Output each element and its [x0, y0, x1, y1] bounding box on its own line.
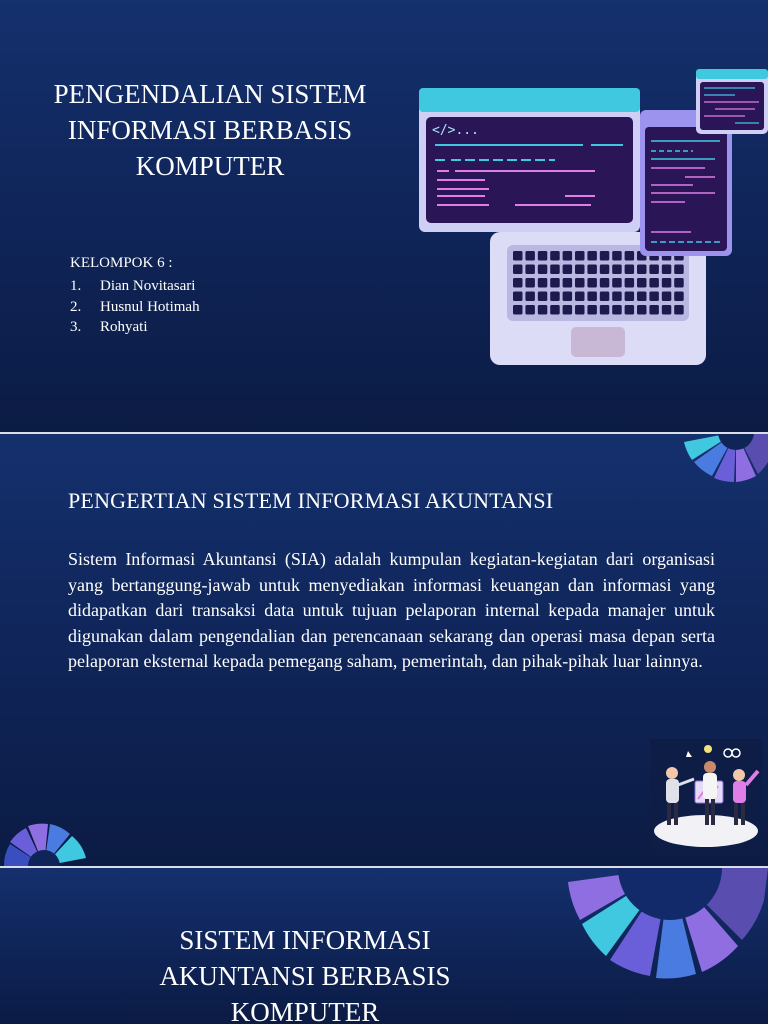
- member-item: 2. Husnul Hotimah: [70, 297, 200, 318]
- keyboard-key: [538, 251, 548, 261]
- keyboard-key: [563, 305, 573, 315]
- keyboard-key: [600, 305, 610, 315]
- keyboard-key: [600, 251, 610, 261]
- keyboard-key: [513, 278, 523, 288]
- keyboard-key: [612, 292, 622, 302]
- keyboard-key: [563, 265, 573, 275]
- keyboard-key: [674, 305, 684, 315]
- keyboard-key: [649, 305, 659, 315]
- team-people-illustration: [650, 739, 762, 855]
- keyboard-key: [649, 278, 659, 288]
- keyboard-key: [538, 265, 548, 275]
- member-name: Husnul Hotimah: [100, 298, 200, 315]
- slide-definition: [0, 434, 768, 866]
- keyboard-key: [637, 278, 647, 288]
- keyboard-key: [674, 292, 684, 302]
- member-list: [70, 276, 200, 338]
- keyboard-key: [538, 305, 548, 315]
- keyboard-key: [563, 278, 573, 288]
- keyboard-key: [550, 251, 560, 261]
- keyboard-key: [637, 292, 647, 302]
- keyboard-key: [674, 265, 684, 275]
- keyboard-key: [538, 278, 548, 288]
- keyboard-key: [600, 278, 610, 288]
- laptop-code-illustration: [415, 65, 768, 370]
- keyboard-key: [550, 292, 560, 302]
- member-name: Rohyati: [100, 319, 148, 335]
- keyboard-key: [575, 265, 585, 275]
- keyboard-key: [525, 278, 535, 288]
- keyboard-key: [612, 305, 622, 315]
- keyboard-key: [662, 292, 672, 302]
- keyboard-key: [625, 265, 635, 275]
- keyboard-key: [662, 265, 672, 275]
- keyboard-key: [649, 265, 659, 275]
- keyboard-key: [600, 292, 610, 302]
- keyboard-key: [525, 265, 535, 275]
- keyboard-key: [600, 265, 610, 275]
- keyboard-key: [625, 305, 635, 315]
- keyboard-key: [612, 265, 622, 275]
- section-heading: PENGERTIAN SISTEM INFORMASI AKUNTANSI: [68, 488, 554, 513]
- keyboard-key: [587, 305, 597, 315]
- decorative-fan-shape: [672, 434, 768, 482]
- keyboard-key: [662, 278, 672, 288]
- section-title: SISTEM INFORMASI AKUNTANSI BERBASIS KOMPUTER: [159, 925, 451, 1024]
- keyboard-key: [513, 251, 523, 261]
- keyboard-key: [513, 305, 523, 315]
- keyboard-key: [513, 265, 523, 275]
- keyboard-key: [637, 305, 647, 315]
- keyboard-key: [625, 292, 635, 302]
- member-name: Dian Novitasari: [100, 278, 196, 294]
- keyboard-key: [612, 251, 622, 261]
- keyboard-key: [575, 292, 585, 302]
- keyboard-key: [525, 305, 535, 315]
- keyboard-key: [575, 305, 585, 315]
- keyboard-key: [550, 305, 560, 315]
- keyboard-key: [637, 265, 647, 275]
- keyboard-key: [625, 278, 635, 288]
- slide-section: [0, 868, 768, 1024]
- code-tag-text: </>...: [432, 123, 479, 138]
- keyboard-key: [587, 292, 597, 302]
- member-item: 3. Rohyati: [70, 317, 200, 338]
- member-item: 1. Dian Novitasari: [70, 276, 200, 297]
- group-label: KELOMPOK 6 :: [70, 255, 173, 271]
- keyboard-key: [625, 251, 635, 261]
- keyboard-key: [525, 251, 535, 261]
- keyboard-key: [550, 278, 560, 288]
- keyboard-key: [538, 292, 548, 302]
- keyboard-key: [674, 278, 684, 288]
- keyboard-key: [550, 265, 560, 275]
- keyboard-key: [662, 305, 672, 315]
- keyboard-key: [612, 278, 622, 288]
- keyboard-key: [513, 292, 523, 302]
- keyboard-key: [587, 278, 597, 288]
- keyboard-key: [575, 278, 585, 288]
- keyboard-key: [575, 251, 585, 261]
- presentation-title: PENGENDALIAN SISTEM INFORMASI BERBASIS KOMPUTER: [53, 79, 367, 181]
- decorative-fan-shape: [0, 814, 88, 866]
- definition-paragraph: Sistem Informasi Akuntansi (SIA) adalah kumpulan kegiatan-kegiatan dari organisasi yang bertanggung-jawab untuk menyediakan informasi keuangan dan informasi yang didapatkan dari transaksi data untuk tujuan pelaporan internal kepada manajer untuk digunakan dalam pengendalian dan perencanaan sekarang dan operasi masa depan serta pelaporan eksternal kepada pemegang saham, pemerintah, dan pihak-pihak luar lainnya.: [68, 549, 715, 672]
- keyboard-key: [563, 251, 573, 261]
- slide-title: [0, 0, 768, 432]
- keyboard-key: [587, 265, 597, 275]
- decorative-fan-shape: [560, 868, 768, 1024]
- keyboard-key: [563, 292, 573, 302]
- keyboard-key: [649, 292, 659, 302]
- keyboard-key: [587, 251, 597, 261]
- keyboard-key: [525, 292, 535, 302]
